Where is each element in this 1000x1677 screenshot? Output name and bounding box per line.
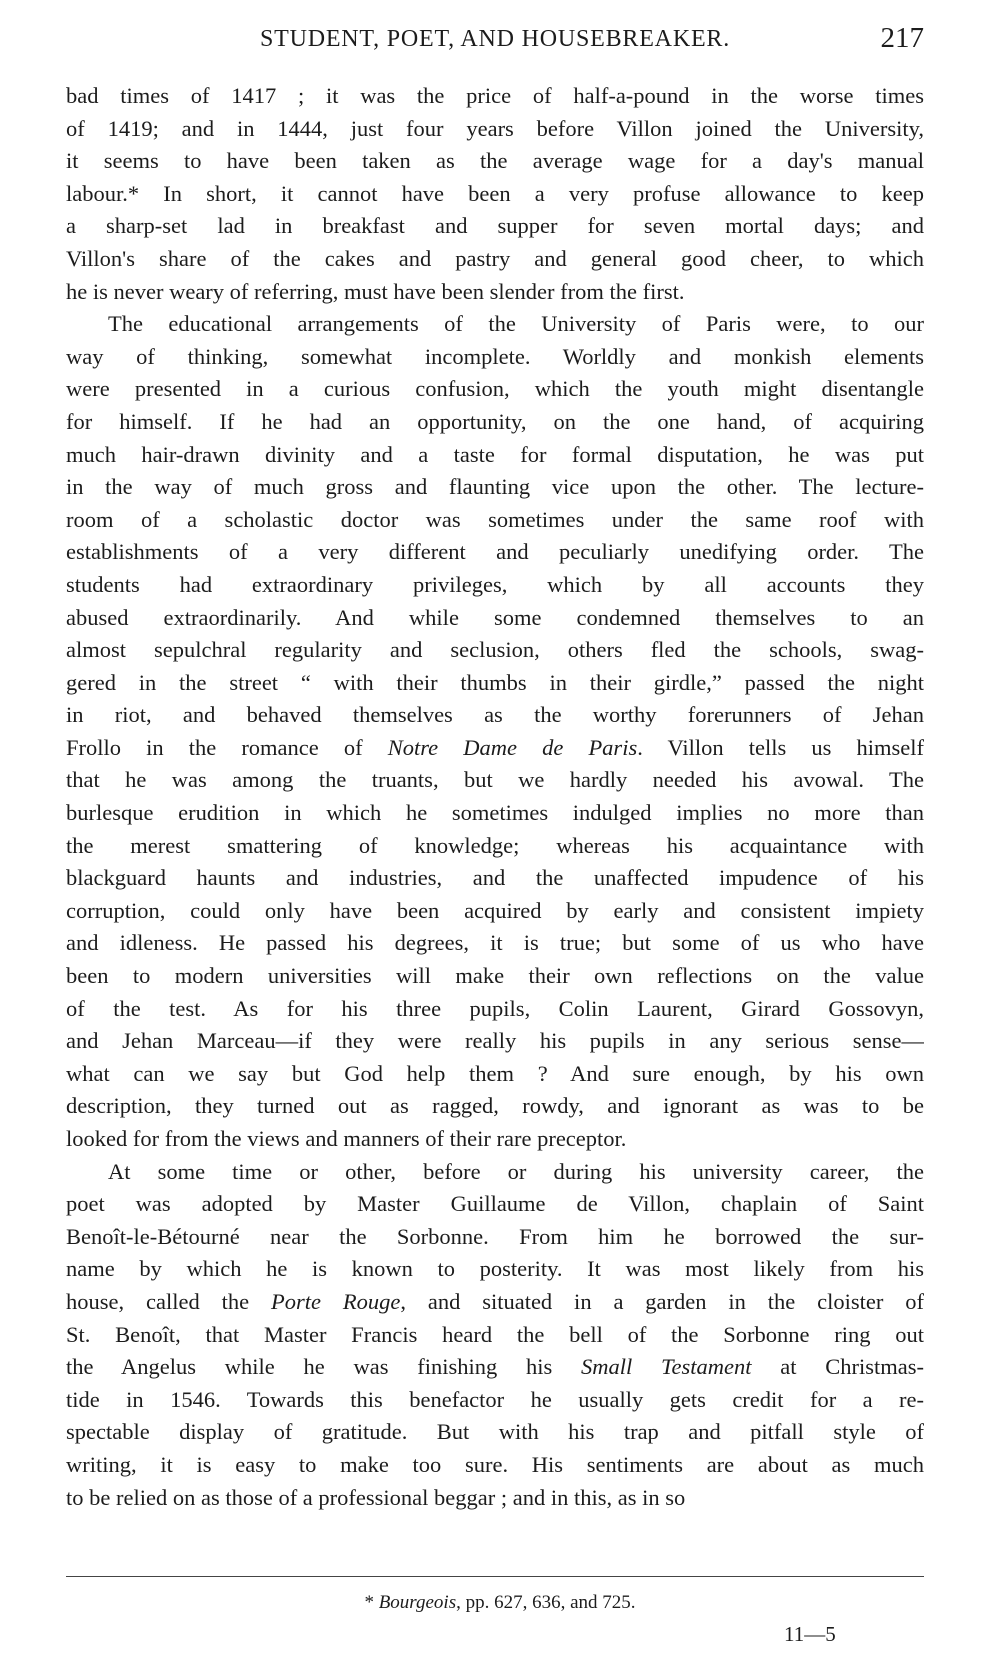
text-line: gered in the street “ with their thumbs in their girdle,” passed the night xyxy=(66,669,924,695)
text-line: house, called the Porte Rouge, and situated in a garden in the cloister of xyxy=(66,1288,924,1314)
footnote xyxy=(0,1592,1000,1614)
text-line: The educational arrangements of the University of Paris were, to our xyxy=(108,311,924,337)
text-line: bad times of 1417 ; it was the price of half-a-pound in the worse times xyxy=(66,83,924,108)
text-line: that he was among the truants, but we hardly needed his avowal. The xyxy=(66,767,924,793)
text-line: Villon's share of the cakes and pastry and general good cheer, to which xyxy=(66,245,924,271)
text-line: it seems to have been taken as the average wage for a day's manual xyxy=(66,148,924,174)
text-line: name by which he is known to posterity. It was most likely from his xyxy=(66,1256,924,1282)
text-line: spectable display of gratitude. But with his trap and pitfall style of xyxy=(66,1419,924,1445)
text-line: abused extraordinarily. And while some condemned themselves to an xyxy=(66,604,924,630)
italic-title: Notre Dame de Paris xyxy=(387,734,638,760)
body-text xyxy=(66,80,924,1514)
footnote-rule xyxy=(66,1576,924,1577)
signature-mark: 11—5 xyxy=(784,1622,836,1646)
text-line: writing, it is easy to make too sure. His sentiments are about as much xyxy=(66,1451,924,1477)
text-line: and idleness. He passed his degrees, it is true; but some of us who have xyxy=(66,930,924,956)
text-line: tide in 1546. Towards this benefactor he usually gets credit for a re- xyxy=(66,1386,924,1412)
text-line: At some time or other, before or during his university career, the xyxy=(108,1158,924,1184)
text-line: a sharp-set lad in breakfast and supper for seven mortal days; and xyxy=(66,213,924,239)
text-line: in the way of much gross and flaunting vice upon the other. The lecture- xyxy=(66,474,924,500)
text-line: Benoît-le-Bétourné near the Sorbonne. From him he borrowed the sur- xyxy=(66,1223,924,1249)
text-line: to be relied on as those of a professional beggar ; and in this, as in so xyxy=(66,1484,686,1510)
footnote-marker: * xyxy=(364,1592,374,1613)
italic-title: Porte Rouge xyxy=(270,1288,401,1314)
text-line: looked for from the views and manners of their rare preceptor. xyxy=(66,1126,627,1151)
text-line: Frollo in the romance of Notre Dame de Paris. Villon tells us himself xyxy=(66,734,924,760)
text-line: of 1419; and in 1444, just four years before Villon joined the University, xyxy=(66,115,924,141)
text-line: poet was adopted by Master Guillaume de Villon, chaplain of Saint xyxy=(66,1191,924,1217)
footnote-source: Bourgeois xyxy=(378,1592,457,1613)
text-line: were presented in a curious confusion, which the youth might disentangle xyxy=(66,376,924,402)
text-line: the Angelus while he was finishing his Small Testament at Christmas- xyxy=(66,1354,924,1380)
text-line: room of a scholastic doctor was sometimes under the same roof with xyxy=(66,506,924,532)
text-line: he is never weary of referring, must have been slender from the first. xyxy=(66,278,685,304)
text-line: description, they turned out as ragged, rowdy, and ignorant as was to be xyxy=(66,1093,924,1119)
text-line: burlesque erudition in which he sometimes indulged implies no more than xyxy=(66,800,924,826)
italic-title: Small Testament xyxy=(581,1354,752,1380)
text-line: the merest smattering of knowledge; whereas his acquaintance with xyxy=(66,832,924,858)
text-line: St. Benoît, that Master Francis heard the bell of the Sorbonne ring out xyxy=(66,1321,924,1347)
text-line: and Jehan Marceau—if they were really his pupils in any serious sense— xyxy=(66,1028,924,1054)
text-line: what can we say but God help them ? And sure enough, by his own xyxy=(66,1060,924,1086)
text-line: in riot, and behaved themselves as the worthy forerunners of Jehan xyxy=(66,702,924,728)
text-line: much hair-drawn divinity and a taste for formal disputation, he was put xyxy=(66,441,924,467)
text-line: corruption, could only have been acquired by early and consistent impiety xyxy=(66,897,924,923)
running-head xyxy=(66,22,924,62)
footnote-pages: , pp. 627, 636, and 725. xyxy=(456,1592,636,1613)
text-line: been to modern universities will make their own reflections on the value xyxy=(66,963,924,989)
text-line: establishments of a very different and peculiarly unedifying order. The xyxy=(66,539,924,565)
text-line: way of thinking, somewhat incomplete. Worldly and monkish elements xyxy=(66,343,924,369)
text-line: blackguard haunts and industries, and the unaffected impudence of his xyxy=(66,865,924,891)
text-line: students had extraordinary privileges, which by all accounts they xyxy=(66,571,924,597)
text-line: almost sepulchral regularity and seclusion, others fled the schools, swag- xyxy=(66,637,924,663)
page-number: 217 xyxy=(880,22,924,54)
text-line: of the test. As for his three pupils, Colin Laurent, Girard Gossovyn, xyxy=(66,995,924,1021)
text-line: labour.* In short, it cannot have been a very profuse allowance to keep xyxy=(66,180,924,206)
running-title: STUDENT, POET, AND HOUSEBREAKER. xyxy=(259,26,731,52)
text-line: for himself. If he had an opportunity, on the one hand, of acquiring xyxy=(66,408,924,434)
